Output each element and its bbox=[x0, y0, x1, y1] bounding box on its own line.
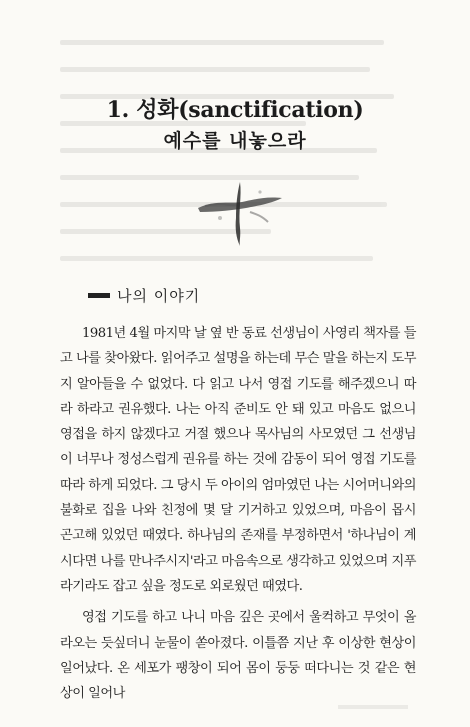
section-bar-marker bbox=[88, 293, 110, 298]
chapter-title: 1. 성화(sanctification) bbox=[106, 97, 364, 123]
paragraph: 영접 기도를 하고 나니 마음 깊은 곳에서 울컥하고 무엇이 올라오는 듯싶더니 눈물이 쏟아졌다. 이틀쯤 지난 후 이상한 현상이 일어났다. 온 세포가 팽창이 되어 몸이 둥둥 떠다니는 것 같은 현상이 일어나 bbox=[60, 610, 416, 702]
brush-cross-illustration bbox=[190, 178, 290, 248]
bleed-through-texture bbox=[60, 40, 412, 290]
body-text bbox=[60, 321, 416, 712]
chapter-subtitle: 예수를 내놓으라 bbox=[163, 130, 307, 152]
section-label: 나의 이야기 bbox=[117, 287, 201, 305]
section-header bbox=[88, 285, 200, 306]
paragraph: 1981년 4월 마지막 날 옆 반 동료 선생님이 사영리 책자를 들고 나를 찾아왔다. 읽어주고 설명을 하는데 무슨 말을 하는지 도무지 알아들을 수 없었다. 다 읽고 나서 영접 기도를 해주겠으니 따라 하라고 권유했다. 나는 아직 준비도 안 돼 있고 마음도 없으니 영접을 하지 않겠다고 거절 했으나 목사님의 사모였던 그 선생님이 너무나 정성스럽게 권유를 하는 것에 감동이 되어 영접 기도를 따라 하게 되었다. 그 당시 두 아이의 엄마였던 나는 시어머니와의 불화로 집을 나와 친정에 몇 달 기거하고 있었으며, 마음이 몹시 곤고해 있었던 때였다. 하나님의 존재를 부정하면서 '하나님이 계시다면 나를 만나주시지'라고 마음속으로 생각하고 있었으며 지푸라기라도 잡고 싶을 정도로 외로웠던 때였다. bbox=[60, 326, 417, 594]
chapter-heading bbox=[0, 95, 470, 155]
footer-mark bbox=[338, 705, 408, 709]
